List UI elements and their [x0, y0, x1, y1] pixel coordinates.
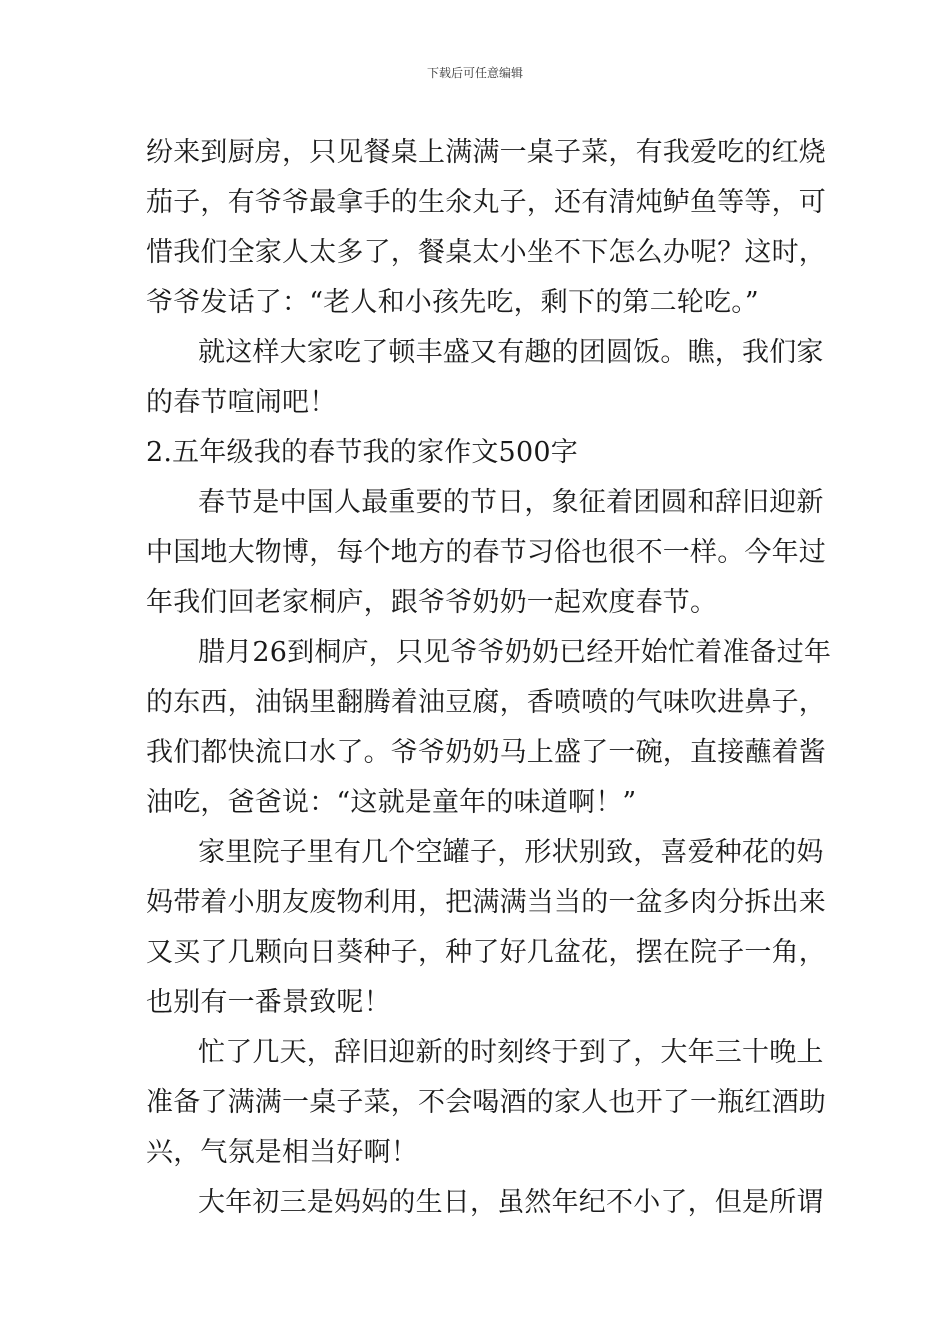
text-line: 纷来到厨房，只见餐桌上满满一桌子菜，有我爱吃的红烧: [146, 137, 826, 168]
document-body: [146, 128, 832, 1228]
text-line: 的东西，油锅里翻腾着油豆腐，香喷喷的气味吹进鼻子，: [146, 687, 826, 718]
text-line: 忙了几天，辞旧迎新的时刻终于到了，大年三十晚上: [198, 1037, 824, 1068]
text-line: 2.五年级我的春节我的家作文500字: [146, 437, 578, 468]
text-line: 的春节喧闹吧！: [146, 387, 337, 418]
page-header: 下载后可任意编辑: [426, 66, 523, 80]
text-line: 春节是中国人最重要的节日，象征着团圆和辞旧迎新: [198, 487, 824, 518]
text-line: 茄子，有爷爷最拿手的生氽丸子，还有清炖鲈鱼等等，可: [146, 187, 826, 218]
text-line: 也别有一番景致呢！: [146, 987, 391, 1018]
text-line: 兴，气氛是相当好啊！: [146, 1137, 418, 1168]
text-line: 准备了满满一桌子菜，不会喝酒的家人也开了一瓶红酒助: [146, 1087, 826, 1118]
text-line: 就这样大家吃了顿丰盛又有趣的团圆饭。瞧，我们家: [198, 337, 824, 368]
text-line: 中国地大物博，每个地方的春节习俗也很不一样。今年过: [146, 537, 826, 568]
text-line: 惜我们全家人太多了，餐桌太小坐不下怎么办呢？这时，: [146, 237, 826, 268]
text-line: 妈带着小朋友废物利用，把满满当当的一盆多肉分拆出来: [146, 887, 826, 918]
text-line: 腊月26到桐庐，只见爷爷奶奶已经开始忙着准备过年: [198, 637, 832, 668]
text-line: 油吃，爸爸说：“这就是童年的味道啊！”: [146, 787, 637, 818]
text-line: 大年初三是妈妈的生日，虽然年纪不小了，但是所谓: [198, 1187, 824, 1218]
text-line: 爷爷发话了：“老人和小孩先吃，剩下的第二轮吃。”: [146, 287, 759, 318]
text-line: 年我们回老家桐庐，跟爷爷奶奶一起欢度春节。: [146, 587, 718, 618]
text-line: 又买了几颗向日葵种子，种了好几盆花，摆在院子一角，: [146, 937, 826, 968]
text-line: 家里院子里有几个空罐子，形状别致，喜爱种花的妈: [198, 837, 824, 868]
text-line: 我们都快流口水了。爷爷奶奶马上盛了一碗，直接蘸着酱: [146, 737, 826, 768]
